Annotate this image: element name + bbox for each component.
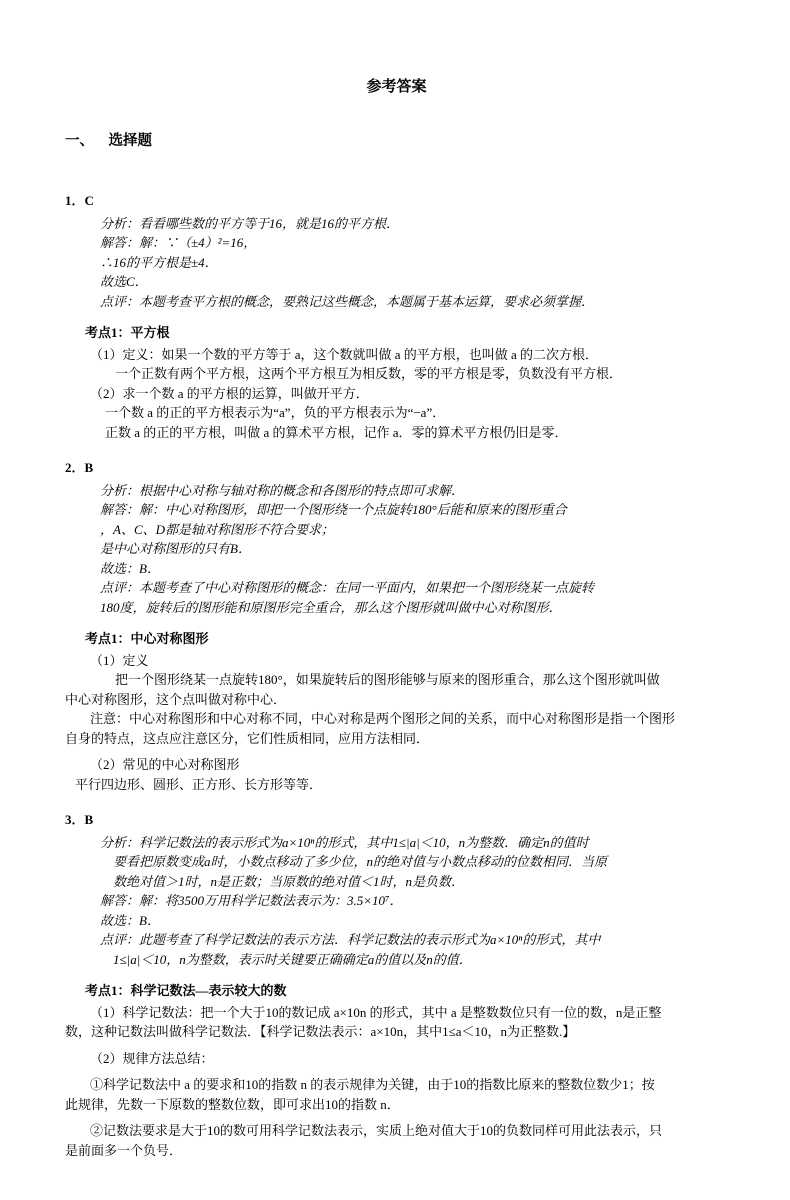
key-point-heading: 考点1：科学记数法—表示较大的数 (85, 983, 287, 998)
text-line: ②记数法要求是大于10的数可用科学记数法表示，实质上绝对值大于10的负数同样可用此法表示，只 (90, 1123, 663, 1138)
text-line: （2）常见的中心对称图形 (90, 757, 240, 772)
explanation-line: 点评：此题考查了科学记数法的表示方法．科学记数法的表示形式为a×10ⁿ的形式，其中 (100, 932, 601, 947)
text-line: （1）定义：如果一个数的平方等于 a，这个数就叫做 a 的平方根，也叫做 a 的二次方根． (90, 346, 599, 362)
explanation-line: 要看把原数变成a时，小数点移动了多少位，n的绝对值与小数点移动的位数相同．当原 (113, 854, 608, 869)
explanation-line: ∴16的平方根是±4． (100, 254, 218, 270)
text-line: 自身的特点，这点应注意区分，它们性质相同，应用方法相同． (65, 730, 430, 746)
section-heading: 一、 选择题 (65, 132, 152, 149)
text-line: 注意：中心对称图形和中心对称不同，中心对称是两个图形之间的关系，而中心对称图形是指一个图形 (90, 711, 676, 726)
key-point-heading: 考点1：中心对称图形 (85, 631, 209, 646)
doc-title: 参考答案 (366, 79, 427, 95)
explanation-line: 分析：看看哪些数的平方等于16，就是16的平方根． (100, 215, 400, 231)
text-line: 正数 a 的正的平方根，叫做 a 的算术平方根，记作 a．零的算术平方根仍旧是零． (105, 424, 568, 440)
explanation-line: 解答：解：将3500万用科学记数法表示为：3.5×10⁷． (100, 893, 403, 908)
text-line: 此规律，先数一下原数的整数位数，即可求出10的指数 n． (65, 1096, 400, 1112)
explanation-line: 故选：B． (100, 560, 160, 576)
text-line: 一个正数有两个平方根，这两个平方根互为相反数，零的平方根是零，负数没有平方根． (115, 366, 623, 381)
answer-number: 2．B (65, 460, 94, 475)
text-line: （2）规律方法总结： (90, 1050, 214, 1066)
text-line: ①科学记数法中 a 的要求和10的指数 n 的表示规律为关键，由于10的指数比原来的整数位数少1；按 (90, 1077, 655, 1092)
explanation-line: 数绝对值＞1时，n是正数；当原数的绝对值＜1时，n是负数． (113, 873, 465, 889)
explanation-line: 解答：解：中心对称图形，即把一个图形绕一个点旋转180°后能和原来的图形重合 (100, 502, 567, 517)
explanation-line: ，A、C、D都是轴对称图形不符合要求； (100, 521, 335, 537)
explanation-line: 分析：根据中心对称与轴对称的概念和各图形的特点即可求解． (100, 482, 465, 498)
explanation-line: 故选C． (100, 274, 148, 289)
text-line: （2）求一个数 a 的平方根的运算，叫做开平方． (90, 385, 369, 401)
text-line: 一个数 a 的正的平方根表示为“a”，负的平方根表示为“−a”． (105, 405, 446, 420)
text-line: 是前面多一个负号． (65, 1142, 183, 1158)
answer-number: 1．C (65, 193, 94, 208)
explanation-line: 解答：解：∵（±4）²=16， (100, 235, 257, 250)
explanation-line: 180度，旋转后的图形能和原图形完全重合，那么这个图形就叫做中心对称图形． (100, 599, 562, 615)
answer-number: 3．B (65, 812, 94, 827)
text-line: 数，这种记数法叫做科学记数法．【科学记数法表示：a×10n，其中1≤a＜10，n为正整数.】 (65, 1024, 576, 1039)
document-body (65, 191, 728, 1160)
explanation-line: 点评：本题考查平方根的概念，要熟记这些概念，本题属于基本运算，要求必须掌握． (100, 293, 595, 309)
explanation-line: 分析：科学记数法的表示形式为a×10ⁿ的形式，其中1≤|a|＜10，n为整数．确定n的值时 (100, 834, 589, 850)
explanation-line: 是中心对称图形的只有B． (100, 541, 251, 556)
text-line: 平行四边形、圆形、正方形、长方形等等． (75, 776, 323, 792)
explanation-line: 1≤|a|＜10，n为整数，表示时关键要正确确定a的值以及n的值． (113, 951, 472, 967)
text-line: 中心对称图形，这个点叫做对称中心． (65, 691, 287, 707)
text-line: 把一个图形绕某一点旋转180°，如果旋转后的图形能够与原来的图形重合，那么这个图形就叫做 (115, 672, 660, 687)
explanation-line: 点评：本题考查了中心对称图形的概念：在同一平面内，如果把一个图形绕某一点旋转 (100, 580, 595, 595)
explanation-line: 故选：B． (100, 912, 160, 928)
key-point-heading: 考点1：平方根 (85, 325, 170, 340)
text-line: （1）科学记数法：把一个大于10的数记成 a×10n 的形式，其中 a 是整数数位只有一位的数，n是正整 (90, 1004, 662, 1020)
text-line: （1）定义 (90, 652, 149, 668)
